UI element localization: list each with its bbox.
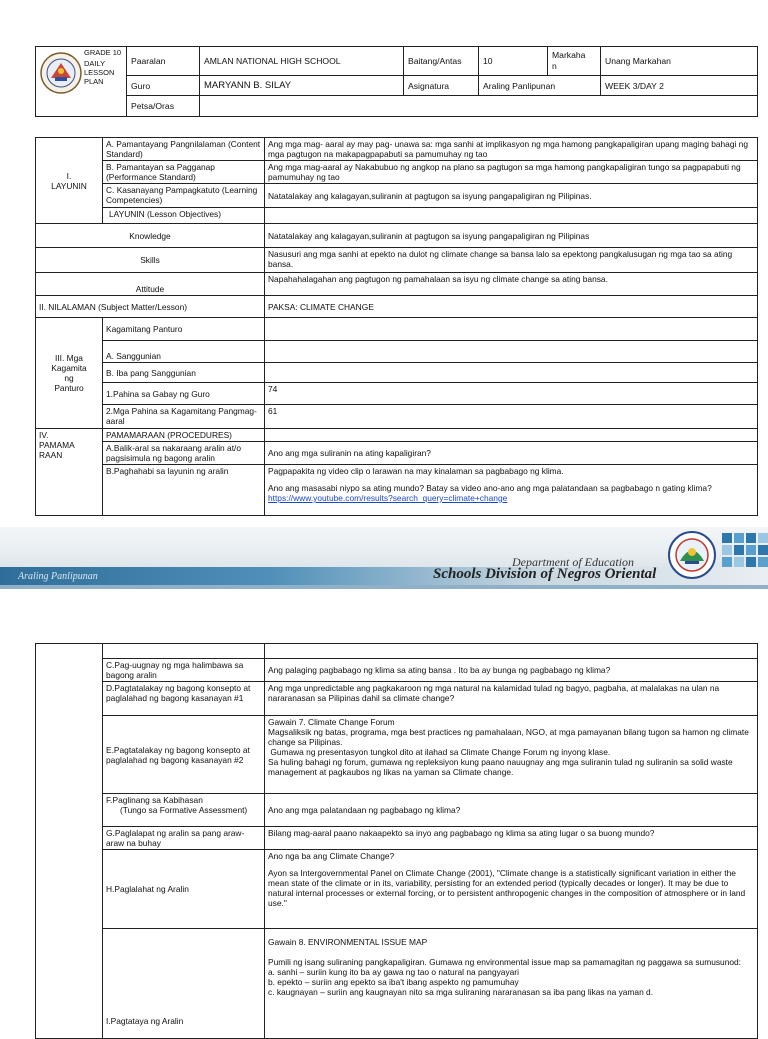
- petsa-value: [200, 96, 758, 117]
- asignatura-value: Araling Panlipunan: [479, 76, 601, 96]
- banner-subject: Araling Panlipunan: [18, 571, 98, 582]
- content-standard-value: Ang mga mag- aaral ay may pag- unawa sa: mga sanhi at implikasyon ng mga hamong pangkapaligiran upang maging bahagi ng mga pagtugon na makapagpapabuti sa pamumuhay ng tao: [265, 138, 758, 161]
- gawain-7-line-1: Magsaliksik ng batas, programa, mga best practices ng pamahalaan, NGO, at mga pamayanan bilang tugon sa hamon ng climate change sa Pilipinas.: [268, 727, 749, 747]
- banner-department: Department of Education: [512, 555, 634, 569]
- gawain-8-item-b: b. epekto – suriin ang epekto sa iba't ibang aspekto ng pamumuhay: [268, 977, 519, 987]
- attitude-value: Napahahalagahan ang pagtugon ng pamahalaan sa isyu ng climate change sa ating bansa.: [265, 273, 758, 296]
- paaralan-value: AMLAN NATIONAL HIGH SCHOOL: [200, 47, 404, 76]
- paglalahat-question: Ano nga ba ang Climate Change?: [268, 851, 395, 861]
- pamamaraan-title: PAMAMARAAN (PROCEDURES): [103, 429, 265, 442]
- objectives-label: LAYUNIN (Lesson Objectives): [103, 208, 265, 224]
- nilalaman-value: PAKSA: CLIMATE CHANGE: [265, 296, 758, 318]
- pagtatalakay-1-value: Ang mga unpredictable ang pagkakaroon ng mga natural na kalamidad tulad ng bagyo, pagbaha, at malalakas na ulan na nararanasan sa Pilipinas dahil sa climate change?: [265, 682, 758, 716]
- markahan-label: Markaha n: [548, 47, 601, 76]
- kagamitang-pages-label: 2.Mga Pahina sa Kagamitang Pangmag-aaral: [103, 405, 265, 429]
- asignatura-label: Asignatura: [404, 76, 479, 96]
- banner-division: Schools Division of Negros Oriental: [433, 566, 657, 582]
- gawain-7-line-3: Sa huling bahagi ng forum, gumawa ng repleksiyon kung paano nauugnay ang mga suliranin tulad ng suliranin sa solid waste management at pagkaubos ng likas na yaman sa Climate change.: [268, 757, 733, 777]
- paglinang-value: Ano ang mga palatandaan ng pagbabago ng klima?: [265, 794, 758, 827]
- competency-label: C. Kasanayang Pampagkatuto (Learning Competencies): [103, 184, 265, 208]
- paghahabi-label: B.Paghahabi sa layunin ng aralin: [103, 465, 265, 516]
- gabay-value: 74: [265, 383, 758, 405]
- paglinang-label-2: (Tungo sa Formative Assessment): [120, 805, 248, 815]
- baitang-label: Baitang/Antas: [404, 47, 479, 76]
- header-block: [35, 46, 758, 117]
- guro-label: Guro: [127, 76, 200, 96]
- dll-line-1: DAILY: [84, 59, 106, 68]
- knowledge-label: Knowledge: [36, 224, 265, 248]
- kagamitang-pages-value: 61: [265, 405, 758, 429]
- performance-standard-label: B. Pamantayan sa Pagganap (Performance Standard): [103, 161, 265, 184]
- kagamitang-panturo-value: [265, 318, 758, 341]
- gabay-label: 1.Pahina sa Gabay ng Guro: [103, 383, 265, 405]
- layunin-label: I. LAYUNIN: [36, 138, 103, 224]
- pagtataya-value: [265, 929, 758, 1039]
- header-table: [35, 46, 758, 117]
- gawain-7-title: Gawain 7. Climate Change Forum: [268, 717, 395, 727]
- iba-sanggunian-value: [265, 363, 758, 383]
- performance-standard-value: Ang mga mag-aaral ay Nakabubuo ng angkop na plano sa pagtugon sa mga hamong pangkapaligiran tungo sa pagpapabuti ng pamumuhay ng tao: [265, 161, 758, 184]
- paglinang-label: [103, 794, 265, 827]
- logo-cell: [36, 47, 127, 117]
- guro-value: MARYANN B. SILAY: [200, 76, 404, 96]
- balik-aral-value: Ano ang mga suliranin na ating kapaligiran?: [265, 442, 758, 465]
- skills-label: Skills: [36, 248, 265, 273]
- division-seal-icon: [667, 530, 717, 580]
- table2-left-cell: [36, 644, 103, 1039]
- gawain-8-item-a: a. sanhi – suriin kung ito ba ay gawa ng tao o natural na pangyayari: [268, 967, 519, 977]
- balik-aral-label: A.Balik-aral sa nakaraang aralin at/o pagsisimula ng bagong aralin: [103, 442, 265, 465]
- petsa-label: Petsa/Oras: [127, 96, 200, 117]
- paghahabi-value: [265, 465, 758, 516]
- lesson-table-2: [35, 643, 758, 1039]
- sanggunian-label: A. Sanggunian: [103, 341, 265, 363]
- gawain-8-intro: Pumili ng isang suliraning pangkapaligiran. Gumawa ng environmental issue map sa pamamagitan ng paggawa sa sumusunod:: [268, 957, 741, 967]
- objectives-value: [265, 208, 758, 224]
- kagamitan-label: III. Mga Kagamita ng Panturo: [36, 318, 103, 429]
- pagtatalakay-1-label: D.Pagtatalakay ng bagong konsepto at paglalahad ng bagong kasanayan #1: [103, 682, 265, 716]
- banner-strip-lower: [0, 585, 768, 589]
- skills-value: Nasusuri ang mga sanhi at epekto na dulot ng climate change sa bansa lalo sa epektong pangkalusugan ng mga tao sa ating bansa.: [265, 248, 758, 273]
- pagtatalakay-2-label: E.Pagtatalakay ng bagong konsepto at paglalahad ng bagong kasanayan #2: [103, 716, 265, 794]
- pagtataya-label: I.Pagtataya ng Aralin: [103, 929, 265, 1039]
- paaralan-label: Paaralan: [127, 47, 200, 76]
- pagtatalakay-2-value: [265, 716, 758, 794]
- youtube-link[interactable]: https://www.youtube.com/results?search_query=climate+change: [268, 493, 508, 503]
- pamamaraan-value: [265, 429, 758, 442]
- kagamitang-panturo-label: Kagamitang Panturo: [103, 318, 265, 341]
- gawain-7-line-2: Gumawa ng presentasyon tungkol dito at ilahad sa Climate Change Forum ng inyong klase.: [268, 747, 611, 757]
- gawain-8-title: Gawain 8. ENVIRONMENTAL ISSUE MAP: [268, 937, 428, 947]
- grade-label: GRADE 10: [84, 48, 122, 57]
- paglalapat-label: G.Paglalapat ng aralin sa pang araw-araw na buhay: [103, 827, 265, 850]
- iba-sanggunian-label: B. Iba pang Sanggunian: [103, 363, 265, 383]
- paghahabi-text-1: Pagpapakita ng video clip o larawan na may kinalaman sa pagbabago ng klima.: [268, 466, 564, 476]
- paglinang-label-1: F.Paglinang sa Kabihasan: [106, 795, 203, 805]
- paghahabi-question: Ano ang masasabi niypo sa ating mundo? Batay sa video ano-ano ang mga palatandaan sa pagbabago n gating klima?: [268, 483, 712, 493]
- competency-value: Natatalakay ang kalagayan,suliranin at pagtugon sa isyung pangapaligiran ng Pilipinas.: [265, 184, 758, 208]
- pag-uugnay-value: Ang palaging pagbabago ng klima sa ating bansa . Ito ba ay bunga ng pagbabago ng klima?: [265, 659, 758, 682]
- knowledge-value: Natatalakay ang kalagayan,suliranin at pagtugon sa isyung pangapaligiran ng Pilipinas: [265, 224, 758, 248]
- dll-line-3: PLAN: [84, 77, 104, 86]
- paghahabi-text-2: [268, 483, 754, 503]
- table2-top-value: [265, 644, 758, 659]
- attitude-label: Attitude: [36, 273, 265, 296]
- pag-uugnay-label: C.Pag-uugnay ng mga halimbawa sa bagong aralin: [103, 659, 265, 682]
- dll-line-2: LESSON: [84, 68, 115, 77]
- table2-top-label: [103, 644, 265, 659]
- pamamaraan-label: IV. PAMAMA RAAN: [36, 429, 103, 516]
- content-standard-label: A. Pamantayang Pangnilalaman (Content Standard): [103, 138, 265, 161]
- sanggunian-value: [265, 341, 758, 363]
- deped-seal-icon: [39, 51, 83, 95]
- paglalahat-label: H.Paglalahat ng Aralin: [103, 850, 265, 929]
- paglalapat-value: Bilang mag-aaral paano nakaapekto sa inyo ang pagbabago ng klima sa ating lugar o sa buong mundo?: [265, 827, 758, 850]
- baitang-value: 10: [479, 47, 548, 76]
- paglalahat-definition: Ayon sa Intergovernmental Panel on Climate Change (2001), "Climate change is a statistically significant variation in either the mean state of the climate or in its, variability, persisting for an extended period (typically decades or longer). It may be due to natural internal processes or external forcing, or to persistent anthropogenic changes in the composition of atmosphere or in land use.": [268, 868, 746, 908]
- paglalahat-value: [265, 850, 758, 929]
- week-value: WEEK 3/DAY 2: [601, 76, 758, 96]
- markahan-value: Unang Markahan: [601, 47, 758, 76]
- nilalaman-label: II. NILALAMAN (Subject Matter/Lesson): [36, 296, 265, 318]
- division-banner: [0, 527, 768, 589]
- gawain-8-item-c: c. kaugnayan – suriin ang kaugnayan nito sa mga suliraning nararanasan sa iba pang likas na yaman d.: [268, 987, 654, 997]
- lesson-table-1: [35, 137, 758, 516]
